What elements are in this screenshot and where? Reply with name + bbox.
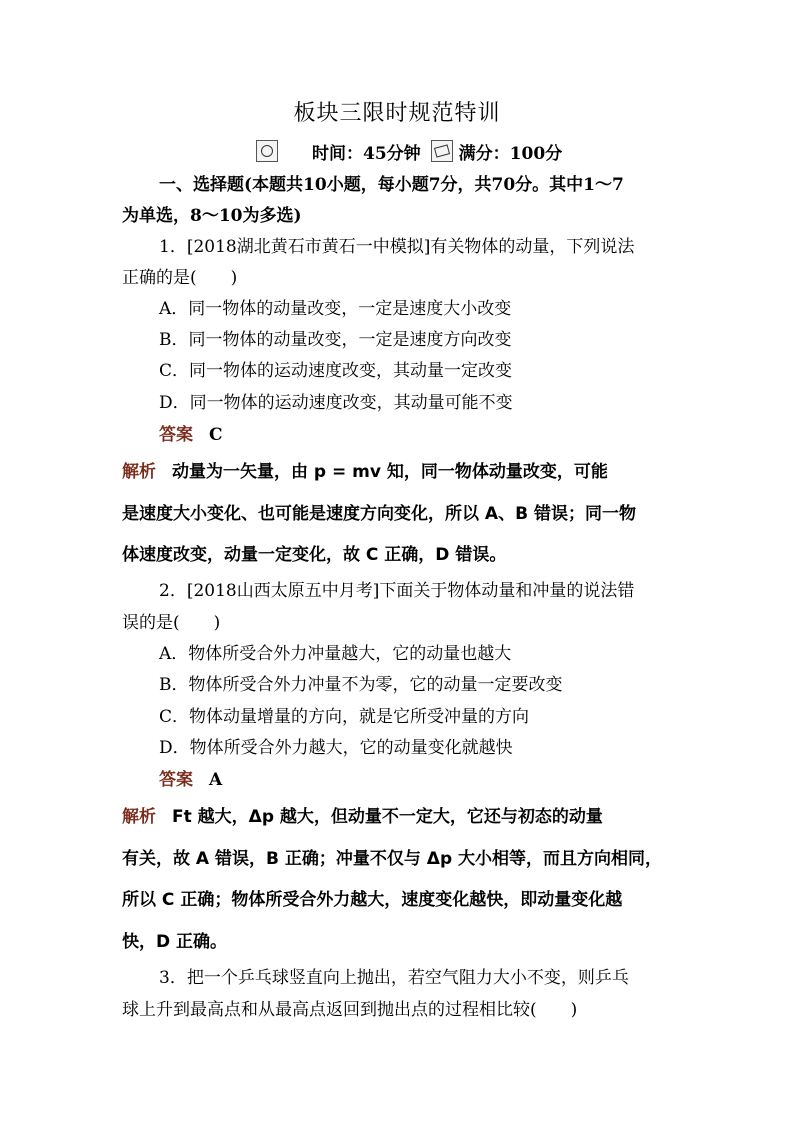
section-heading-line-2: 为单选，8～10为多选)	[122, 206, 302, 226]
clock-icon	[256, 140, 278, 162]
q2-explanation-line-3: 所以 C 正确；物体所受合外力越大，速度变化越快，即动量变化越	[122, 890, 623, 910]
score-icon	[431, 140, 453, 162]
q1-answer-value: C	[209, 425, 223, 445]
q1-option-d: D．同一物体的运动速度改变，其动量可能不变	[159, 393, 513, 413]
q2-answer-label: 答案	[159, 770, 193, 790]
q2-explanation-line-1	[122, 804, 682, 830]
page-title: 板块三限时规范特训	[293, 101, 501, 126]
q1-explain-text-1: 动量为一矢量，由 p = mv 知，同一物体动量改变，可能	[172, 462, 608, 482]
q1-stem-line-1: 1．[2018湖北黄石市黄石一中模拟]有关物体的动量，下列说法	[159, 237, 635, 257]
full-score: 满分：100分	[458, 143, 563, 164]
q1-explain-label: 解析	[122, 462, 156, 482]
time-limit: 时间：45分钟	[312, 143, 421, 164]
q1-explanation-line-1	[122, 459, 682, 485]
q2-option-a: A．物体所受合外力冲量越大，它的动量也越大	[159, 644, 512, 664]
q1-option-b: B．同一物体的动量改变，一定是速度方向改变	[159, 330, 512, 350]
section-heading-line-1: 一、选择题(本题共10小题，每小题7分，共70分。其中1～7	[159, 175, 624, 195]
q1-stem-line-2: 正确的是( )	[122, 268, 238, 288]
q2-explain-text-1: Ft 越大，Δp 越大，但动量不一定大，它还与初态的动量	[172, 807, 603, 827]
q2-option-b: B．物体所受合外力冲量不为零，它的动量一定要改变	[159, 675, 563, 695]
q3-stem-line-2: 球上升到最高点和从最高点返回到抛出点的过程相比较( )	[122, 1000, 578, 1020]
q1-option-a: A．同一物体的动量改变，一定是速度大小改变	[159, 299, 512, 319]
q3-stem-line-1: 3．把一个乒乓球竖直向上抛出，若空气阻力大小不变，则乒乓	[159, 968, 629, 988]
q2-answer-value: A	[209, 770, 223, 790]
q1-explanation-line-2: 是速度大小变化、也可能是速度方向变化，所以 A、B 错误；同一物	[122, 504, 636, 524]
q2-explain-label: 解析	[122, 807, 156, 827]
q1-option-c: C．同一物体的运动速度改变，其动量一定改变	[159, 361, 513, 381]
q2-option-c: C．物体动量增量的方向，就是它所受冲量的方向	[159, 707, 530, 727]
q2-explanation-line-2: 有关，故 A 错误，B 正确；冲量不仅与 Δp 大小相等，而且方向相同，	[122, 849, 663, 869]
q2-stem-line-2: 误的是( )	[122, 613, 221, 633]
q1-answer	[159, 422, 682, 448]
q2-stem-line-1: 2．[2018山西太原五中月考]下面关于物体动量和冲量的说法错	[159, 581, 635, 601]
q2-explanation-line-4: 快，D 正确。	[122, 932, 228, 952]
q2-answer	[159, 767, 682, 793]
q2-option-d: D．物体所受合外力越大，它的动量变化就越快	[159, 738, 513, 758]
q1-answer-label: 答案	[159, 425, 193, 445]
q1-explanation-line-3: 体速度改变，动量一定变化，故 C 正确，D 错误。	[122, 545, 507, 565]
exam-meta-row	[256, 138, 572, 164]
